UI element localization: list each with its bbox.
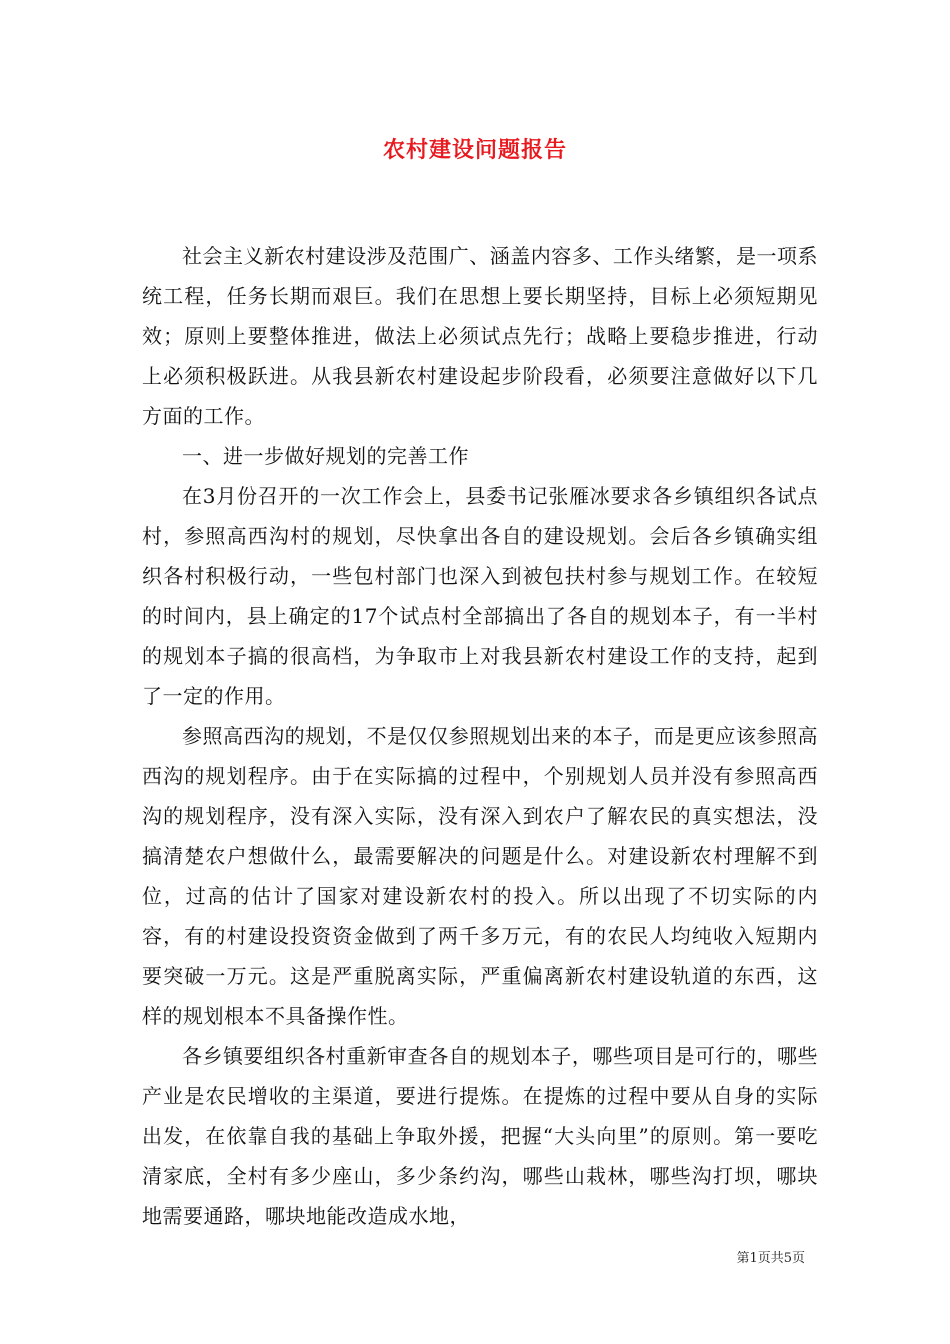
- paragraph-planning-process: 参照高西沟的规划，不是仅仅参照规划出来的本子，而是更应该参照高西沟的规划程序。由于在实际搞的过程中，个别规划人员并没有参照高西沟的规划程序，没有深入实际，没有深入到农户了解农民的真实想法，没搞清楚农户想做什么，最需要解决的问题是什么。对建设新农村理解不到位，过高的估计了国家对建设新农村的投入。所以出现了不切实际的内容，有的村建设投资资金做到了两千多万元，有的农民人均纯收入短期内要突破一万元。这是严重脱离实际，严重偏离新农村建设轨道的东西，这样的规划根本不具备操作性。: [142, 724, 818, 1028]
- paragraph-planning-meeting: 在3月份召开的一次工作会上，县委书记张雁冰要求各乡镇组织各试点村，参照高西沟村的规划，尽快拿出各自的建设规划。会后各乡镇确实组织各村积极行动，一些包村部门也深入到被包扶村参与规划工作。在较短的时间内，县上确定的17个试点村全部搞出了各自的规划本子，有一半村的规划本子搞的很高档，为争取市上对我县新农村建设工作的支持，起到了一定的作用。: [142, 484, 818, 708]
- page-number: 第1页共5页: [736, 1251, 805, 1266]
- paragraph-intro: 社会主义新农村建设涉及范围广、涵盖内容多、工作头绪繁，是一项系统工程，任务长期而艰巨。我们在思想上要长期坚持，目标上必须短期见效；原则上要整体推进，做法上必须试点先行；战略上要稳步推进，行动上必须积极跃进。从我县新农村建设起步阶段看，必须要注意做好以下几方面的工作。: [142, 244, 818, 428]
- paragraph-review-plans: 各乡镇要组织各村重新审查各自的规划本子，哪些项目是可行的，哪些产业是农民增收的主渠道，要进行提炼。在提炼的过程中要从自身的实际出发，在依靠自我的基础上争取外援，把握“大头向里”的原则。第一要吃清家底，全村有多少座山，多少条约沟，哪些山栽林，哪些沟打坝，哪块地需要通路，哪块地能改造成水地，: [142, 1044, 818, 1228]
- document-title: 农村建设问题报告: [382, 137, 567, 163]
- section-heading-1: 一、进一步做好规划的完善工作: [182, 444, 469, 468]
- document-body: [142, 236, 818, 1236]
